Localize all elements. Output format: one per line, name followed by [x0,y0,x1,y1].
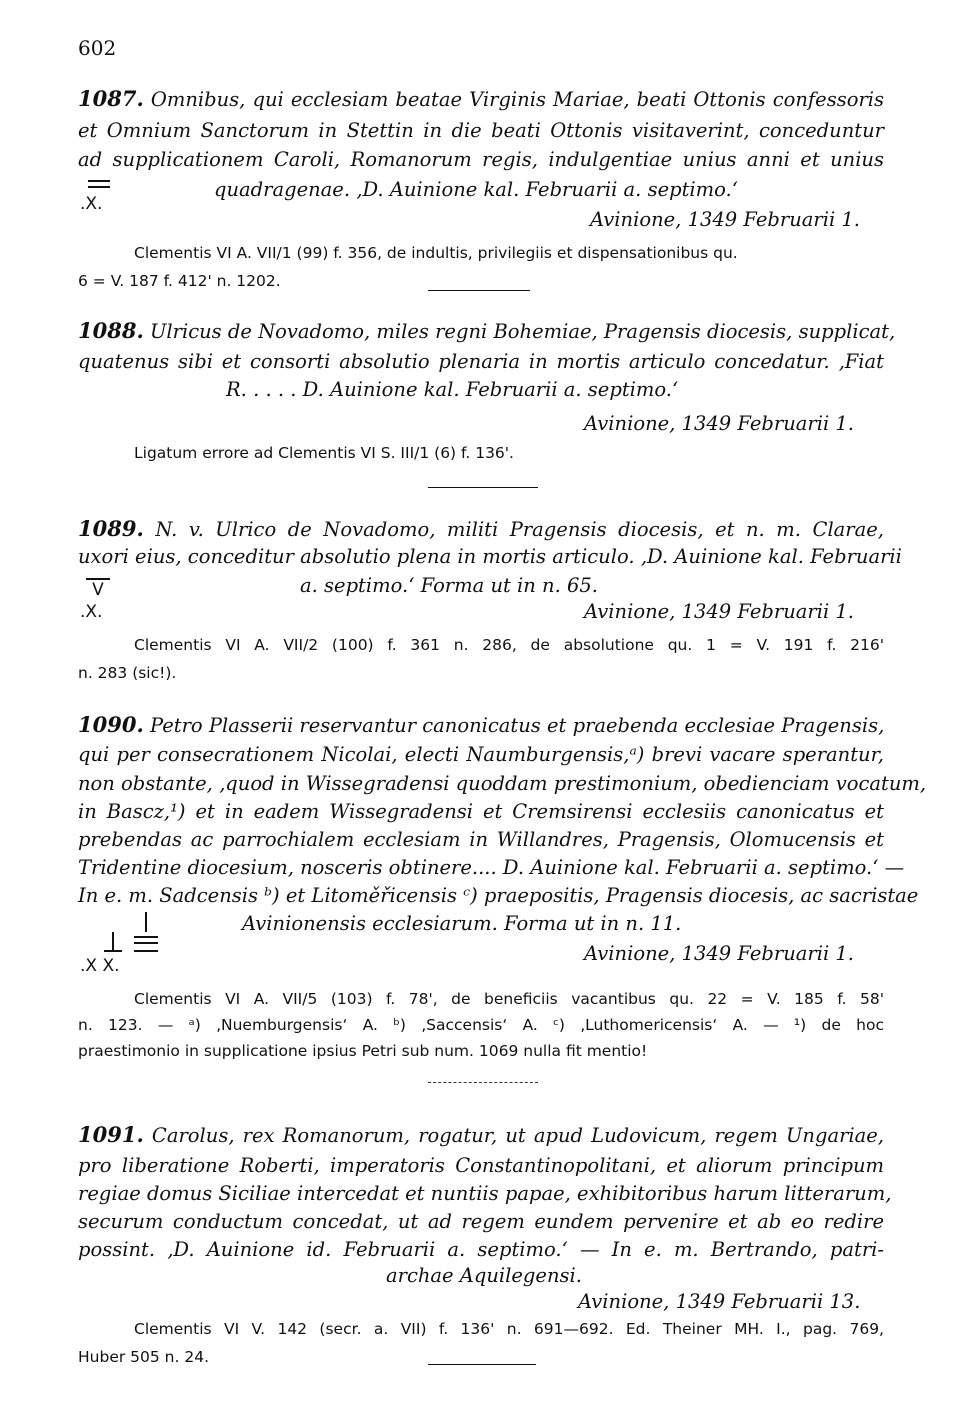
entry-1090-number: 1090. [78,712,144,737]
entry-1091-source-1: Clementis VI V. 142 (secr. a. VII) f. 136' n. 691—692. Ed. Theiner MH. I., pag. 769, [134,1320,884,1338]
entry-separator [428,1082,538,1083]
entry-1090-line-6: Tridentine diocesium, nosceris obtinere.... D. Auinione kal. Februarii a. septimo.‘ — [78,856,905,879]
entry-1089-line-2: uxori eius, conceditur absolutio plena in mortis articulo. ‚D. Auinione kal. Februarii [78,545,902,568]
entry-1090-source-1: Clementis VI A. VII/5 (103) f. 78', de beneficiis vacantibus qu. 22 = V. 185 f. 58' [134,990,884,1008]
entry-1090-mark: .X X. [80,956,120,976]
entry-1091-line-6: archae Aquilegensi. [386,1264,582,1287]
entry-1088-number: 1088. [78,318,144,343]
entry-1091-source-2: Huber 505 n. 24. [78,1348,209,1366]
entry-1089-text-1: N. v. Ulrico de Novadomo, militi Pragensis diocesis, et n. m. Clarae, [155,518,884,541]
entry-1089-mark-v: V [86,578,110,599]
entry-1087-source-2: 6 = V. 187 f. 412' n. 1202. [78,272,281,290]
entry-1090-date: Avinione, 1349 Februarii 1. [584,942,854,965]
entry-1088-line-2: quatenus sibi et consorti absolutio plenaria in mortis articulo concedatur. ‚Fiat [78,350,884,373]
entry-1087-source-1: Clementis VI A. VII/1 (99) f. 356, de indultis, privilegiis et dispensationibus qu. [134,244,738,262]
entry-1091-number: 1091. [78,1122,144,1147]
entry-1091-line-4: securum conductum concedat, ut ad regem eundem pervenire et ab eo redire [78,1210,884,1233]
entry-1088-date: Avinione, 1349 Februarii 1. [584,412,854,435]
entry-1090-line-2: qui per consecrationem Nicolai, electi Naumburgensis,ᵃ) brevi vacare sperantur, [78,743,884,766]
entry-1090-mark-bar-c [134,936,158,938]
entry-1087-line-1 [78,86,884,111]
entry-1090-line-4: in Bascz,¹) et in eadem Wissegradensi et Cremsirensi ecclesiis canonicatus et [78,800,884,823]
entry-1090-mark-bar-a [145,912,147,932]
entry-1087-line-3: ad supplicationem Caroli, Romanorum regis, indulgentiae unius anni et unius [78,148,884,171]
entry-1090-mark-bar-f [134,950,158,952]
entry-1091-date: Avinione, 1349 Februarii 13. [578,1290,861,1313]
entry-1090-line-1 [78,712,884,737]
entry-1087-date: Avinione, 1349 Februarii 1. [590,208,860,231]
entry-1089-source-2: n. 283 (sic!). [78,664,177,682]
entry-1087-line-4: quadragenae. ‚D. Auinione kal. Februarii a. septimo.‘ [214,178,738,201]
entry-1087-text-1: Omnibus, qui ecclesiam beatae Virginis Mariae, beati Ottonis confessoris [150,88,885,111]
entry-1090-line-7: In e. m. Sadcensis ᵇ) et Litoměřicensis ᶜ) praepositis, Pragensis diocesis, ac sacristae [78,884,919,907]
entry-separator [428,487,538,488]
entry-1089-source-1: Clementis VI A. VII/2 (100) f. 361 n. 286, de absolutione qu. 1 = V. 191 f. 216' [134,636,884,654]
entry-1087-mark-bar-2 [88,186,110,188]
entry-1088-source-1: Ligatum errore ad Clementis VI S. III/1 (6) f. 136'. [134,444,514,462]
entry-1090-mark-bar-d [134,942,158,944]
entry-1091-line-5: possint. ‚D. Auinione id. Februarii a. septimo.‘ — In e. m. Bertrando, patri- [78,1238,884,1261]
entry-1089-number: 1089. [78,516,144,541]
entry-1087-mark-bar-1 [88,180,110,182]
entry-1091-line-1 [78,1122,884,1147]
entry-1088-line-3: R. . . . . D. Auinione kal. Februarii a. septimo.‘ [226,378,679,401]
entry-1088-text-1: Ulricus de Novadomo, miles regni Bohemiae, Pragensis diocesis, supplicat, [149,320,896,343]
entry-separator [428,1364,536,1365]
entry-1091-text-1: Carolus, rex Romanorum, rogatur, ut apud Ludovicum, regem Ungariae, [151,1124,884,1147]
entry-1089-line-1 [78,516,884,541]
entry-1090-line-5: prebendas ac parrochialem ecclesiam in Willandres, Pragensis, Olomucensis et [78,828,884,851]
page-number: 602 [78,36,117,60]
entry-1089-date: Avinione, 1349 Februarii 1. [584,600,854,623]
entry-1090-text-1: Petro Plasserii reservantur canonicatus et praebenda ecclesiae Pragensis, [149,714,885,737]
entry-1088-line-1 [78,318,896,343]
entry-1090-line-3: non obstante, ‚quod in Wissegradensi quoddam prestimonium, obedienciam vocatum, [78,772,927,795]
entry-1087-number: 1087. [78,86,144,111]
entry-1090-source-2: n. 123. — ᵃ) ‚Nuemburgensis‘ A. ᵇ) ‚Saccensis‘ A. ᶜ) ‚Luthomericensis‘ A. — ¹) de hoc [78,1016,884,1034]
entry-1090-mark-bar-e [104,950,122,952]
entry-1087-line-2: et Omnium Sanctorum in Stettin in die beati Ottonis visitaverint, conceduntur [78,119,884,142]
entry-1089-mark-x: .X. [80,602,103,622]
entry-1090-mark-bar-b [112,932,114,952]
entry-separator [428,290,530,291]
entry-1089-line-3: a. septimo.‘ Forma ut in n. 65. [300,574,599,597]
entry-1091-line-3: regiae domus Siciliae intercedat et nuntiis papae, exhibitoribus harum litterarum, [78,1182,892,1205]
entry-1091-line-2: pro liberatione Roberti, imperatoris Constantinopolitani, et aliorum principum [78,1154,884,1177]
entry-1087-mark: .X. [80,194,103,214]
entry-1090-source-3: praestimonio in supplicatione ipsius Petri sub num. 1069 nulla fit mentio! [78,1042,648,1060]
entry-1090-line-8: Avinionensis ecclesiarum. Forma ut in n. 11. [242,912,682,935]
